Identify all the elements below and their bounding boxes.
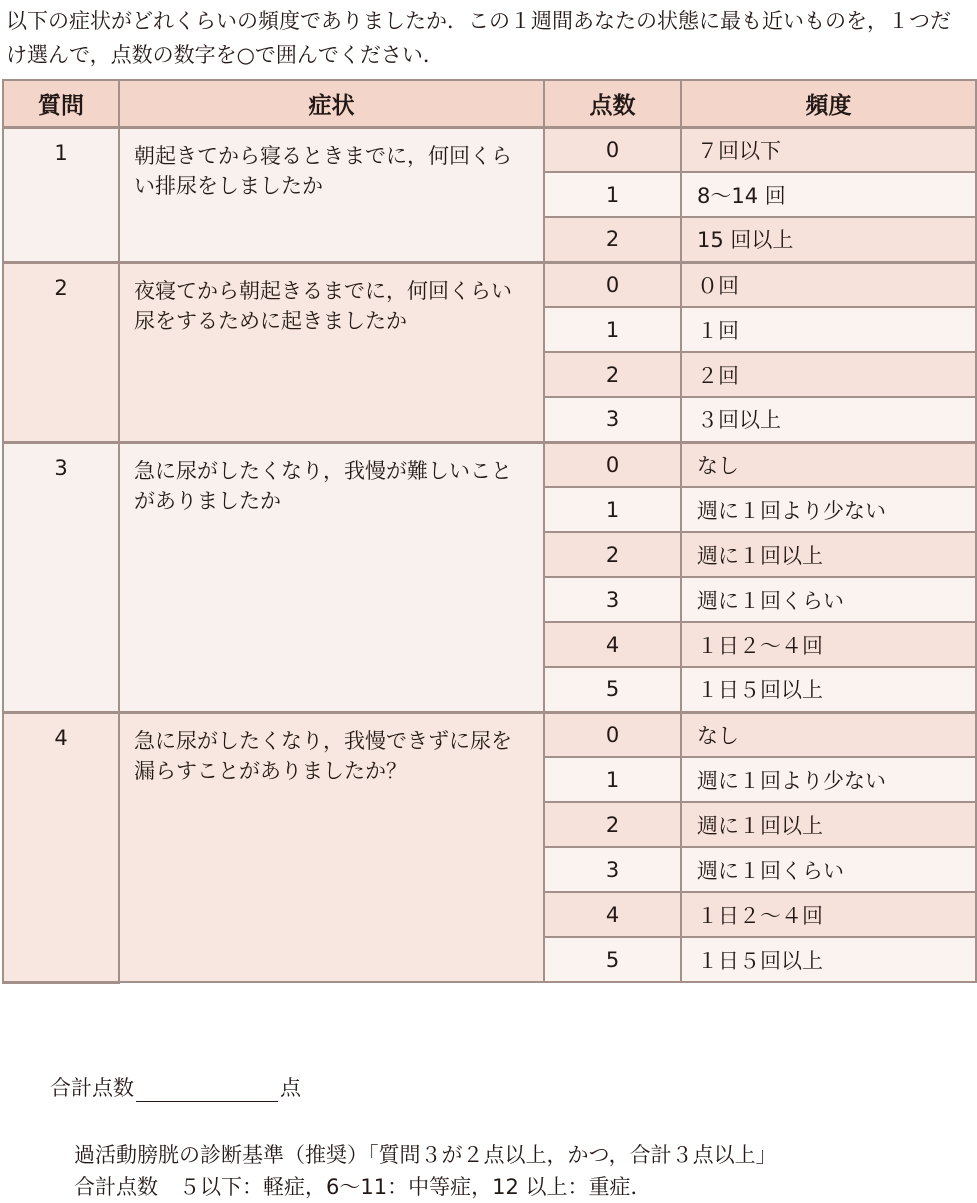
option-score[interactable]: 3 xyxy=(544,847,681,892)
instructions-text: 以下の症状がどれくらいの頻度でありましたか．この１週間あなたの状態に最も近いものを，１つだけ選んで，点数の数字を○で囲んでください． xyxy=(6,9,951,67)
option-frequency: １日２〜４回 xyxy=(681,622,976,667)
criteria-notes xyxy=(74,1139,777,1203)
option-frequency: ３回以上 xyxy=(681,397,976,442)
question-symptom: 朝起きてから寝るときまでに，何回くらい排尿をしましたか xyxy=(119,127,544,262)
option-score[interactable]: 3 xyxy=(544,577,681,622)
option-score[interactable]: 5 xyxy=(544,667,681,712)
option-score[interactable]: 4 xyxy=(544,622,681,667)
option-frequency: 週に１回くらい xyxy=(681,577,976,622)
option-frequency: ０回 xyxy=(681,262,976,307)
option-score[interactable]: 5 xyxy=(544,937,681,982)
severity-criteria: 合計点数 ５以下：軽症，6〜11：中等症，12 以上：重症． xyxy=(74,1175,652,1199)
table-header-row xyxy=(3,80,976,127)
question-symptom: 急に尿がしたくなり，我慢が難しいことがありましたか xyxy=(119,442,544,712)
header-frequency: 頻度 xyxy=(681,80,976,127)
table-row xyxy=(3,127,976,172)
question-number: 3 xyxy=(3,442,119,712)
option-frequency: 週に１回くらい xyxy=(681,847,976,892)
question-symptom: 急に尿がしたくなり，我慢できずに尿を漏らすことがありましたか？ xyxy=(119,712,544,982)
header-question: 質問 xyxy=(3,80,119,127)
option-frequency: なし xyxy=(681,442,976,487)
option-score[interactable]: 0 xyxy=(544,442,681,487)
option-frequency: １日５回以上 xyxy=(681,937,976,982)
option-frequency: なし xyxy=(681,712,976,757)
question-group xyxy=(3,712,976,982)
question-number: 4 xyxy=(3,712,119,982)
option-score[interactable]: 4 xyxy=(544,892,681,937)
diagnosis-criteria: 過活動膀胱の診断基準（推奨）「質問３が２点以上，かつ，合計３点以上」 xyxy=(74,1143,777,1167)
table-row xyxy=(3,442,976,487)
option-score[interactable]: 2 xyxy=(544,352,681,397)
option-frequency: １日５回以上 xyxy=(681,667,976,712)
header-score: 点数 xyxy=(544,80,681,127)
option-frequency: 15 回以上 xyxy=(681,217,976,262)
header-symptom: 症状 xyxy=(119,80,544,127)
question-group xyxy=(3,442,976,712)
option-score[interactable]: 0 xyxy=(544,127,681,172)
total-score-label: 合計点数 xyxy=(50,1076,134,1100)
option-score[interactable]: 2 xyxy=(544,532,681,577)
option-score[interactable]: 0 xyxy=(544,262,681,307)
total-score-blank[interactable] xyxy=(136,1075,278,1102)
option-frequency: 週に１回以上 xyxy=(681,802,976,847)
symptom-score-table xyxy=(2,79,977,984)
option-frequency: ７回以下 xyxy=(681,127,976,172)
option-score[interactable]: 1 xyxy=(544,487,681,532)
table-row xyxy=(3,262,976,307)
option-frequency: 週に１回以上 xyxy=(681,532,976,577)
total-score-line xyxy=(50,1072,301,1102)
option-score[interactable]: 1 xyxy=(544,307,681,352)
option-score[interactable]: 2 xyxy=(544,217,681,262)
option-frequency: １日２〜４回 xyxy=(681,892,976,937)
option-frequency: ２回 xyxy=(681,352,976,397)
total-score-unit: 点 xyxy=(280,1076,301,1100)
question-group xyxy=(3,127,976,262)
option-frequency: 週に１回より少ない xyxy=(681,757,976,802)
option-score[interactable]: 1 xyxy=(544,172,681,217)
table-row xyxy=(3,712,976,757)
option-frequency: 8〜14 回 xyxy=(681,172,976,217)
option-score[interactable]: 2 xyxy=(544,802,681,847)
question-number: 2 xyxy=(3,262,119,442)
question-number: 1 xyxy=(3,127,119,262)
option-score[interactable]: 0 xyxy=(544,712,681,757)
question-group xyxy=(3,262,976,442)
option-frequency: 週に１回より少ない xyxy=(681,487,976,532)
question-symptom: 夜寝てから朝起きるまでに，何回くらい尿をするために起きましたか xyxy=(119,262,544,442)
option-score[interactable]: 1 xyxy=(544,757,681,802)
option-frequency: １回 xyxy=(681,307,976,352)
option-score[interactable]: 3 xyxy=(544,397,681,442)
